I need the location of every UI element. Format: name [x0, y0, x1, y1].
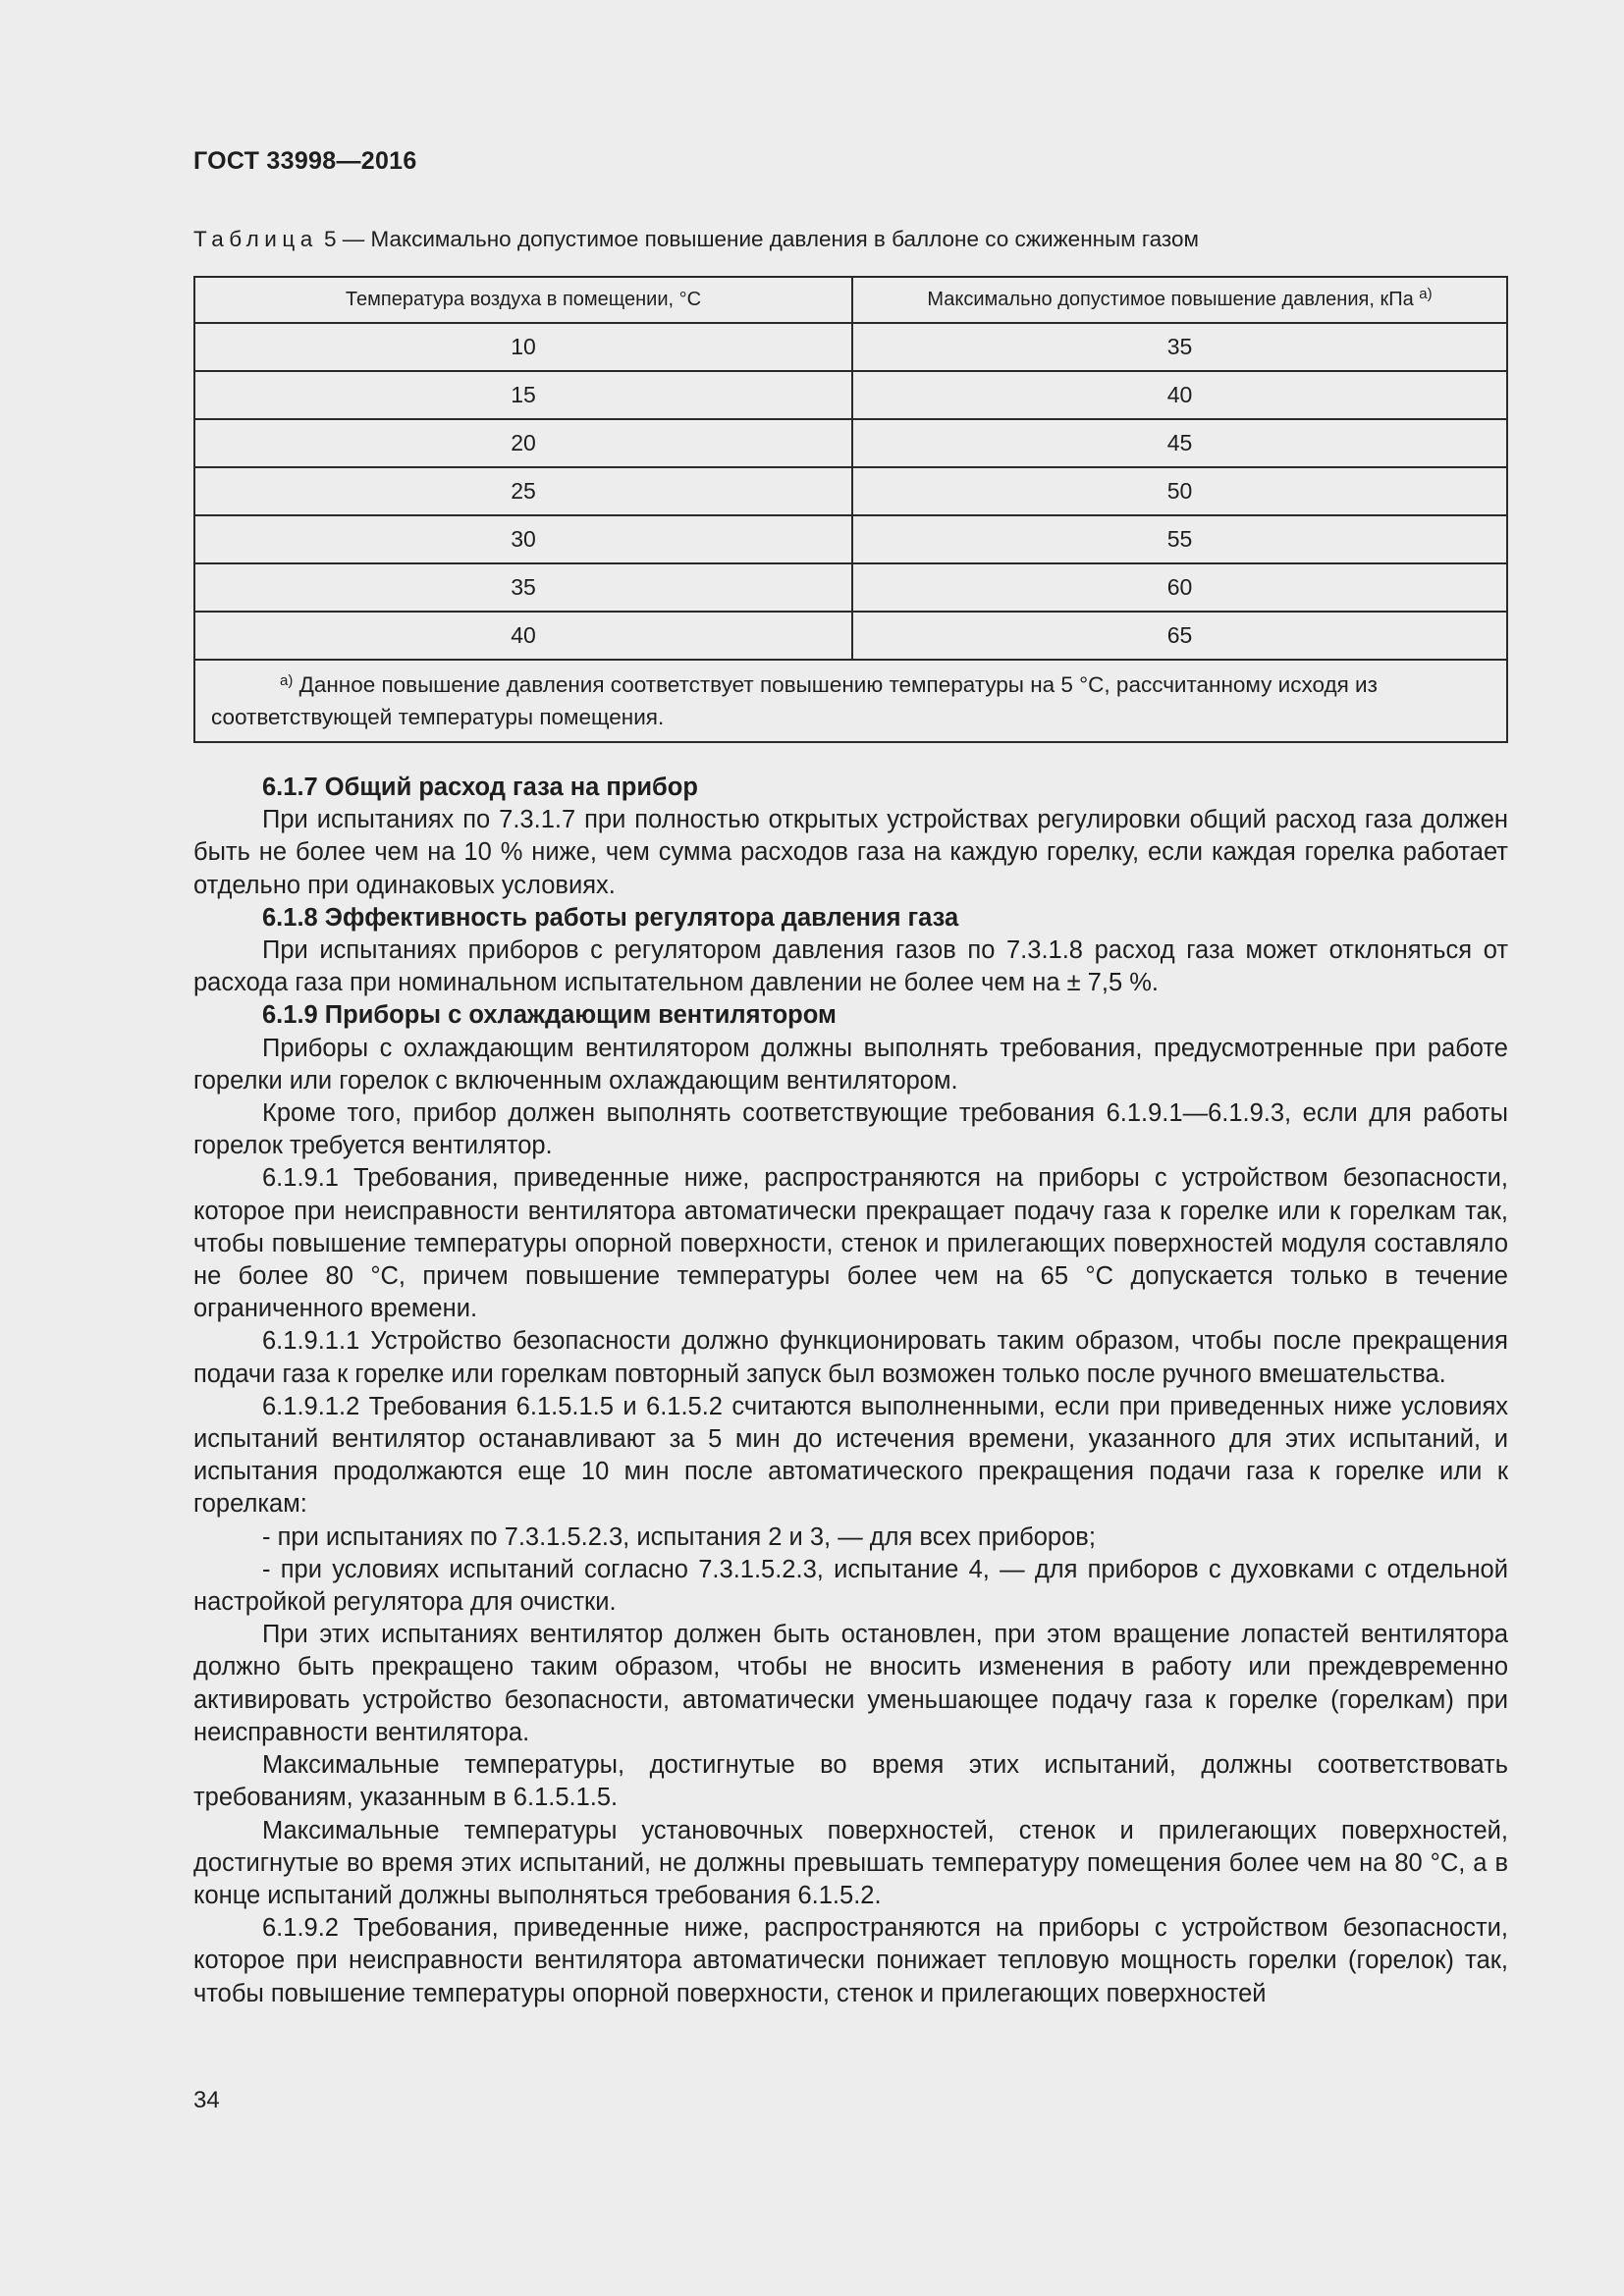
- table-row: [194, 612, 1507, 660]
- cell-temperature: 20: [194, 419, 852, 467]
- cell-pressure: 45: [852, 419, 1507, 467]
- table-header-row: [194, 277, 1507, 323]
- table-caption: [193, 227, 1199, 252]
- body-text: [193, 772, 1508, 2010]
- cell-pressure: 35: [852, 323, 1507, 371]
- paragraph: 6.1.9.2 Требования, приведенные ниже, распространяются на приборы с устройством безопасности, которое при неисправности вентилятора автоматически понижает тепловую мощность горелки (горелок) так, чтобы повышение температуры опорной поверхности, стенок и прилегающих поверхностей: [193, 1914, 1508, 2007]
- cell-pressure: 60: [852, 563, 1507, 612]
- table-footnote: [194, 660, 1507, 742]
- pressure-table: [193, 276, 1508, 743]
- cell-pressure: 40: [852, 371, 1507, 419]
- column-header-pressure: [852, 277, 1507, 323]
- paragraph: Максимальные температуры установочных поверхностей, стенок и прилегающих поверхностей, достигнутые во время этих испытаний, не должны превышать температуру помещения более чем на 80 °С, а в конце испытаний должны выполняться требования 6.1.5.2.: [193, 1816, 1508, 1909]
- paragraph: При этих испытаниях вентилятор должен быть остановлен, при этом вращение лопастей вентилятора должно быть прекращено таким образом, чтобы не вносить изменения в работу или преждевременно активировать устройство безопасности, автоматически уменьшающее подачу газа к горелке (горелкам) при неисправности вентилятора.: [193, 1621, 1508, 1746]
- column-header-temperature: Температура воздуха в помещении, °С: [194, 277, 852, 323]
- table-footnote-row: [194, 660, 1507, 742]
- cell-temperature: 25: [194, 467, 852, 515]
- paragraph: Кроме того, прибор должен выполнять соответствующие требования 6.1.9.1—6.1.9.3, если для работы горелок требуется вентилятор.: [193, 1099, 1508, 1160]
- page-number: 34: [193, 2087, 220, 2113]
- table-row: [194, 563, 1507, 612]
- paragraph: Приборы с охлаждающим вентилятором должны выполнять требования, предусмотренные при работе горелки или горелок с включенным охлаждающим вентилятором.: [193, 1034, 1508, 1095]
- paragraph: 6.1.9.1.1 Устройство безопасности должно функционировать таким образом, чтобы после прекращения подачи газа к горелке или горелкам повторный запуск был возможен только после ручного вмешательства.: [193, 1327, 1508, 1388]
- section-heading: 6.1.9 Приборы с охлаждающим вентилятором: [262, 1001, 837, 1030]
- list-item: - при условиях испытаний согласно 7.3.1.5.2.3, испытание 4, — для приборов с духовками с отдельной настройкой регулятора для очистки.: [193, 1555, 1508, 1617]
- cell-temperature: 15: [194, 371, 852, 419]
- paragraph: 6.1.9.1 Требования, приведенные ниже, распространяются на приборы с устройством безопасности, которое при неисправности вентилятора автоматически прекращает подачу газа к горелке или к горелкам так, чтобы повышение температуры опорной поверхности, стенок и прилегающих поверхностей модуля составляло не более 80 °С, причем повышение температуры более чем на 65 °С допускается только в течение ограниченного времени.: [193, 1164, 1508, 1323]
- cell-temperature: 40: [194, 612, 852, 660]
- section-heading: 6.1.8 Эффективность работы регулятора давления газа: [262, 903, 959, 932]
- list-item: - при испытаниях по 7.3.1.5.2.3, испытания 2 и 3, — для всех приборов;: [262, 1522, 1096, 1551]
- table-row: [194, 371, 1507, 419]
- paragraph: 6.1.9.1.2 Требования 6.1.5.1.5 и 6.1.5.2 считаются выполненными, если при приведенных ниже условиях испытаний вентилятор останавливают за 5 мин до истечения времени, указанного для этих испытаний, и испытания продолжаются еще 10 мин после автоматического прекращения подачи газа к горелке или к горелкам:: [193, 1392, 1508, 1519]
- table-row: [194, 323, 1507, 371]
- paragraph: При испытаниях по 7.3.1.7 при полностью открытых устройствах регулировки общий расход газа должен быть не более чем на 10 % ниже, чем сумма расходов газа на каждую горелку, если каждая горелка работает отдельно при одинаковых условиях.: [193, 806, 1508, 899]
- footnote-ref: а): [1419, 286, 1433, 302]
- cell-pressure: 50: [852, 467, 1507, 515]
- footnote-text: Данное повышение давления соответствует повышению температуры на 5 °С, рассчитанному исходя из соответствующей температуры помещения.: [211, 672, 1378, 729]
- table-row: [194, 419, 1507, 467]
- paragraph: При испытаниях приборов с регулятором давления газов по 7.3.1.8 расход газа может отклоняться от расхода газа при номинальном испытательном давлении не более чем на ± 7,5 %.: [193, 936, 1508, 997]
- table-row: [194, 515, 1507, 563]
- cell-pressure: 65: [852, 612, 1507, 660]
- column-header-pressure-text: Максимально допустимое повышение давления, кПа: [927, 289, 1414, 310]
- paragraph: Максимальные температуры, достигнутые во время этих испытаний, должны соответствовать требованиям, указанным в 6.1.5.1.5.: [193, 1751, 1508, 1812]
- cell-temperature: 30: [194, 515, 852, 563]
- cell-pressure: 55: [852, 515, 1507, 563]
- table-caption-label: Таблица: [193, 227, 318, 251]
- section-heading: 6.1.7 Общий расход газа на прибор: [262, 774, 698, 801]
- footnote-mark: а): [280, 672, 294, 689]
- table-row: [194, 467, 1507, 515]
- cell-temperature: 10: [194, 323, 852, 371]
- standard-header: ГОСТ 33998—2016: [193, 147, 417, 175]
- cell-temperature: 35: [194, 563, 852, 612]
- table-caption-title: 5 — Максимально допустимое повышение давления в баллоне со сжиженным газом: [317, 227, 1199, 251]
